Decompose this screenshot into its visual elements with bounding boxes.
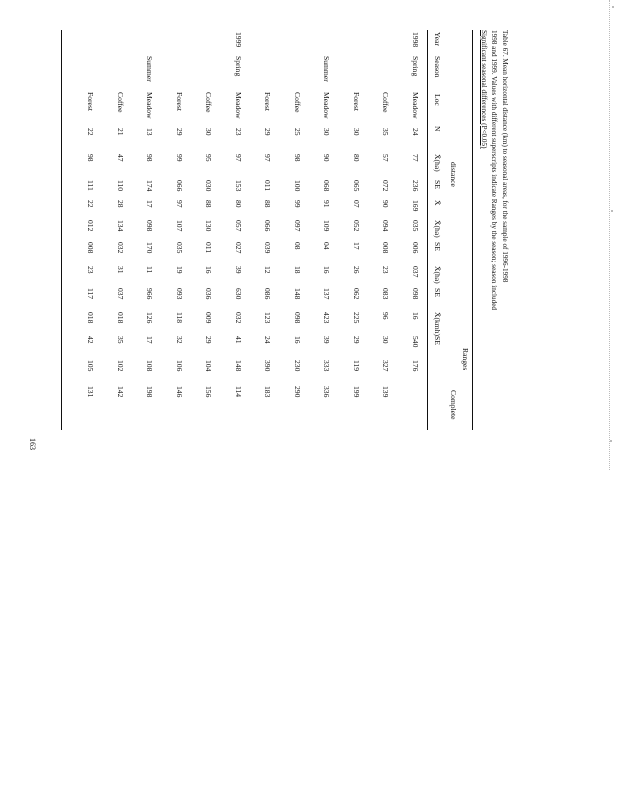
- cell-value: 139: [381, 386, 391, 398]
- cell-value: 106: [175, 360, 184, 372]
- cell-value: 23: [381, 266, 391, 274]
- cell-value: 28: [116, 200, 125, 208]
- cell-value: 037: [411, 266, 420, 278]
- cell-value: 99: [293, 200, 302, 208]
- cell-value: 88: [204, 200, 214, 208]
- cell-value: 105: [86, 360, 96, 372]
- cell-value: 31: [116, 266, 125, 274]
- cell-value: 104: [204, 360, 214, 372]
- cell-value: 225: [352, 312, 361, 324]
- cell-value: 99: [175, 154, 184, 162]
- cell-value: 17: [352, 242, 361, 250]
- cell-value: 80: [234, 200, 243, 208]
- caption-line-2: 1998 and 1999. Values with different superscripts indicate Ranges by the season; season included: [490, 30, 499, 310]
- cell-value: 198: [145, 386, 155, 398]
- cell-value: 098: [145, 220, 155, 232]
- value-column-header: SE: [433, 180, 442, 189]
- cell-value: 062: [352, 288, 361, 300]
- cell-value: 390: [263, 360, 273, 372]
- cell-value: 23: [86, 266, 96, 274]
- cell-season: Spring: [411, 56, 420, 77]
- cell-value: 39: [322, 336, 332, 344]
- cell-n: 22: [86, 128, 96, 136]
- cell-value: 072: [381, 180, 391, 192]
- cell-value: 90: [381, 200, 391, 208]
- cell-value: 107: [175, 220, 184, 232]
- cell-value: 230: [293, 360, 302, 372]
- cell-value: 29: [204, 336, 214, 344]
- cell-value: 77: [411, 154, 420, 162]
- cell-value: 290: [293, 386, 302, 398]
- scan-speck: [611, 210, 613, 212]
- cell-value: 066: [263, 220, 273, 232]
- cell-value: 29: [352, 336, 361, 344]
- cell-value: 030: [204, 180, 214, 192]
- cell-value: 96: [381, 312, 391, 320]
- cell-value: 134: [116, 220, 125, 232]
- cell-year: 1999: [234, 32, 243, 48]
- cell-value: 018: [86, 312, 96, 324]
- scan-speck: [610, 440, 612, 442]
- cell-value: 423: [322, 312, 332, 324]
- cell-value: 098: [411, 288, 420, 300]
- cell-n: 30: [322, 128, 332, 136]
- cell-value: 22: [86, 200, 96, 208]
- value-column-header: X̄: [433, 200, 442, 206]
- cell-value: 100: [293, 180, 302, 192]
- table-caption: [479, 30, 511, 425]
- group-distance: distance: [449, 162, 458, 187]
- cell-value: 131: [86, 386, 96, 398]
- cell-value: 146: [175, 386, 184, 398]
- cell-value: 012: [86, 220, 96, 232]
- cell-value: 093: [175, 288, 184, 300]
- value-column-header: X̄(ha): [433, 154, 442, 172]
- cell-value: 114: [234, 386, 243, 398]
- cell-value: 336: [322, 386, 332, 398]
- cell-loc: Coffee: [204, 92, 214, 113]
- value-column-header: X̄(kmh): [433, 312, 442, 337]
- cell-value: 032: [234, 312, 243, 324]
- cell-value: 008: [86, 242, 96, 254]
- cell-value: 037: [116, 288, 125, 300]
- cell-value: 018: [116, 312, 125, 324]
- cell-value: 148: [234, 360, 243, 372]
- cell-loc: Coffee: [116, 92, 125, 113]
- cell-value: 119: [352, 360, 361, 372]
- cell-value: 148: [293, 288, 302, 300]
- cell-n: 13: [145, 128, 155, 136]
- cell-value: 24: [263, 336, 273, 344]
- cell-value: 027: [234, 242, 243, 254]
- cell-value: 19: [175, 266, 184, 274]
- cell-value: 236: [411, 180, 420, 192]
- cell-value: 16: [204, 266, 214, 274]
- cell-season: Summer: [145, 56, 155, 82]
- cell-year: 1998: [411, 32, 420, 48]
- cell-value: 110: [116, 180, 125, 192]
- cell-value: 039: [263, 242, 273, 254]
- cell-value: 90: [322, 154, 332, 162]
- cell-n: 35: [381, 128, 391, 136]
- cell-value: 169: [411, 200, 420, 212]
- cell-value: 32: [175, 336, 184, 344]
- cell-n: 29: [263, 128, 273, 136]
- cell-season: Spring: [234, 56, 243, 77]
- cell-value: 57: [381, 154, 391, 162]
- cell-loc: Meadow: [322, 92, 332, 119]
- cell-value: 170: [145, 242, 155, 254]
- cell-value: 16: [293, 336, 302, 344]
- value-column-header: SE: [433, 242, 442, 251]
- cell-value: 41: [234, 336, 243, 344]
- cell-loc: Meadow: [411, 92, 420, 119]
- cell-value: 008: [381, 242, 391, 254]
- cell-value: 11: [145, 266, 155, 274]
- cell-value: 199: [352, 386, 361, 398]
- cell-value: 035: [411, 220, 420, 232]
- cell-value: 153: [234, 180, 243, 192]
- cell-value: 16: [411, 312, 420, 320]
- cell-value: 036: [204, 288, 214, 300]
- cell-value: 08: [293, 242, 302, 250]
- page-number: 163: [28, 438, 37, 450]
- cell-value: 12: [263, 266, 273, 274]
- cell-loc: Meadow: [145, 92, 155, 119]
- value-column-header: SE: [433, 336, 442, 345]
- cell-value: 07: [352, 200, 361, 208]
- group-complete: Complete: [449, 390, 458, 420]
- cell-value: 98: [145, 154, 155, 162]
- col-n: N: [433, 126, 442, 132]
- cell-value: 176: [411, 360, 420, 372]
- value-column-header: X̄(ha): [433, 220, 442, 238]
- cell-value: 26: [352, 266, 361, 274]
- cell-value: 057: [234, 220, 243, 232]
- cell-n: 24: [411, 128, 420, 136]
- cell-value: 17: [145, 336, 155, 344]
- cell-value: 88: [263, 200, 273, 208]
- scan-edge-marks: [609, 0, 616, 470]
- cell-value: 126: [145, 312, 155, 324]
- cell-n: 25: [293, 128, 302, 136]
- cell-loc: Forest: [352, 92, 361, 111]
- cell-value: 052: [352, 220, 361, 232]
- cell-value: 17: [145, 200, 155, 208]
- cell-value: 98: [293, 154, 302, 162]
- rotated-table: [55, 30, 510, 430]
- cell-value: 111: [86, 180, 96, 191]
- cell-value: 035: [175, 242, 184, 254]
- scan-speck: [612, 6, 614, 8]
- cell-value: 109: [322, 220, 332, 232]
- col-year: Year: [433, 32, 442, 46]
- cell-value: 97: [175, 200, 184, 208]
- cell-value: 174: [145, 180, 155, 192]
- group-ranges: Ranges: [461, 348, 470, 371]
- cell-n: 21: [116, 128, 125, 136]
- cell-value: 30: [381, 336, 391, 344]
- cell-season: Summer: [322, 56, 332, 82]
- cell-value: 011: [204, 242, 214, 254]
- cell-loc: Coffee: [381, 92, 391, 113]
- cell-value: 083: [381, 288, 391, 300]
- caption-line-3: Significant seasonal differences (P<0.05): [480, 30, 488, 149]
- cell-value: 80: [352, 154, 361, 162]
- cell-loc: Meadow: [234, 92, 243, 119]
- col-loc: Loc: [433, 94, 442, 106]
- cell-loc: Forest: [175, 92, 184, 111]
- cell-value: 966: [145, 288, 155, 300]
- cell-value: 142: [116, 386, 125, 398]
- cell-value: 032: [116, 242, 125, 254]
- cell-value: 065: [352, 180, 361, 192]
- caption-line-1: Table 67. Mean horizontal distance (km) to seasonal areas, for the sample of 1996-1998: [501, 30, 509, 283]
- cell-value: 118: [175, 312, 184, 324]
- cell-value: 42: [86, 336, 96, 344]
- cell-value: 086: [263, 288, 273, 300]
- cell-loc: Coffee: [293, 92, 302, 113]
- cell-value: 009: [204, 312, 214, 324]
- cell-value: 630: [234, 288, 243, 300]
- cell-value: 066: [175, 180, 184, 192]
- cell-value: 156: [204, 386, 214, 398]
- cell-value: 108: [145, 360, 155, 372]
- cell-value: 35: [116, 336, 125, 344]
- cell-value: 137: [322, 288, 332, 300]
- cell-value: 183: [263, 386, 273, 398]
- cell-value: 130: [204, 220, 214, 232]
- cell-n: 29: [175, 128, 184, 136]
- cell-loc: Forest: [86, 92, 96, 111]
- cell-n: 23: [234, 128, 243, 136]
- cell-value: 95: [204, 154, 214, 162]
- bottom-rule: [61, 30, 62, 430]
- cell-value: 97: [234, 154, 243, 162]
- col-season: Season: [433, 56, 442, 78]
- header-rule: [427, 30, 428, 430]
- cell-value: 094: [381, 220, 391, 232]
- cell-n: 30: [352, 128, 361, 136]
- value-column-header: SE: [433, 288, 442, 297]
- cell-value: 117: [86, 288, 96, 300]
- cell-value: 102: [116, 360, 125, 372]
- top-rule: [472, 30, 473, 430]
- cell-value: 333: [322, 360, 332, 372]
- cell-value: 540: [411, 336, 420, 348]
- cell-value: 327: [381, 360, 391, 372]
- cell-value: 011: [263, 180, 273, 192]
- cell-value: 123: [263, 312, 273, 324]
- cell-value: 98: [86, 154, 96, 162]
- cell-value: 39: [234, 266, 243, 274]
- cell-n: 30: [204, 128, 214, 136]
- cell-value: 068: [322, 180, 332, 192]
- cell-value: 098: [293, 312, 302, 324]
- cell-value: 91: [322, 200, 332, 208]
- value-column-header: X̄(ha): [433, 266, 442, 284]
- cell-value: 006: [411, 242, 420, 254]
- cell-value: 16: [322, 266, 332, 274]
- cell-value: 47: [116, 154, 125, 162]
- cell-value: 097: [293, 220, 302, 232]
- cell-value: 97: [263, 154, 273, 162]
- cell-value: 04: [322, 242, 332, 250]
- cell-loc: Forest: [263, 92, 273, 111]
- cell-value: 18: [293, 266, 302, 274]
